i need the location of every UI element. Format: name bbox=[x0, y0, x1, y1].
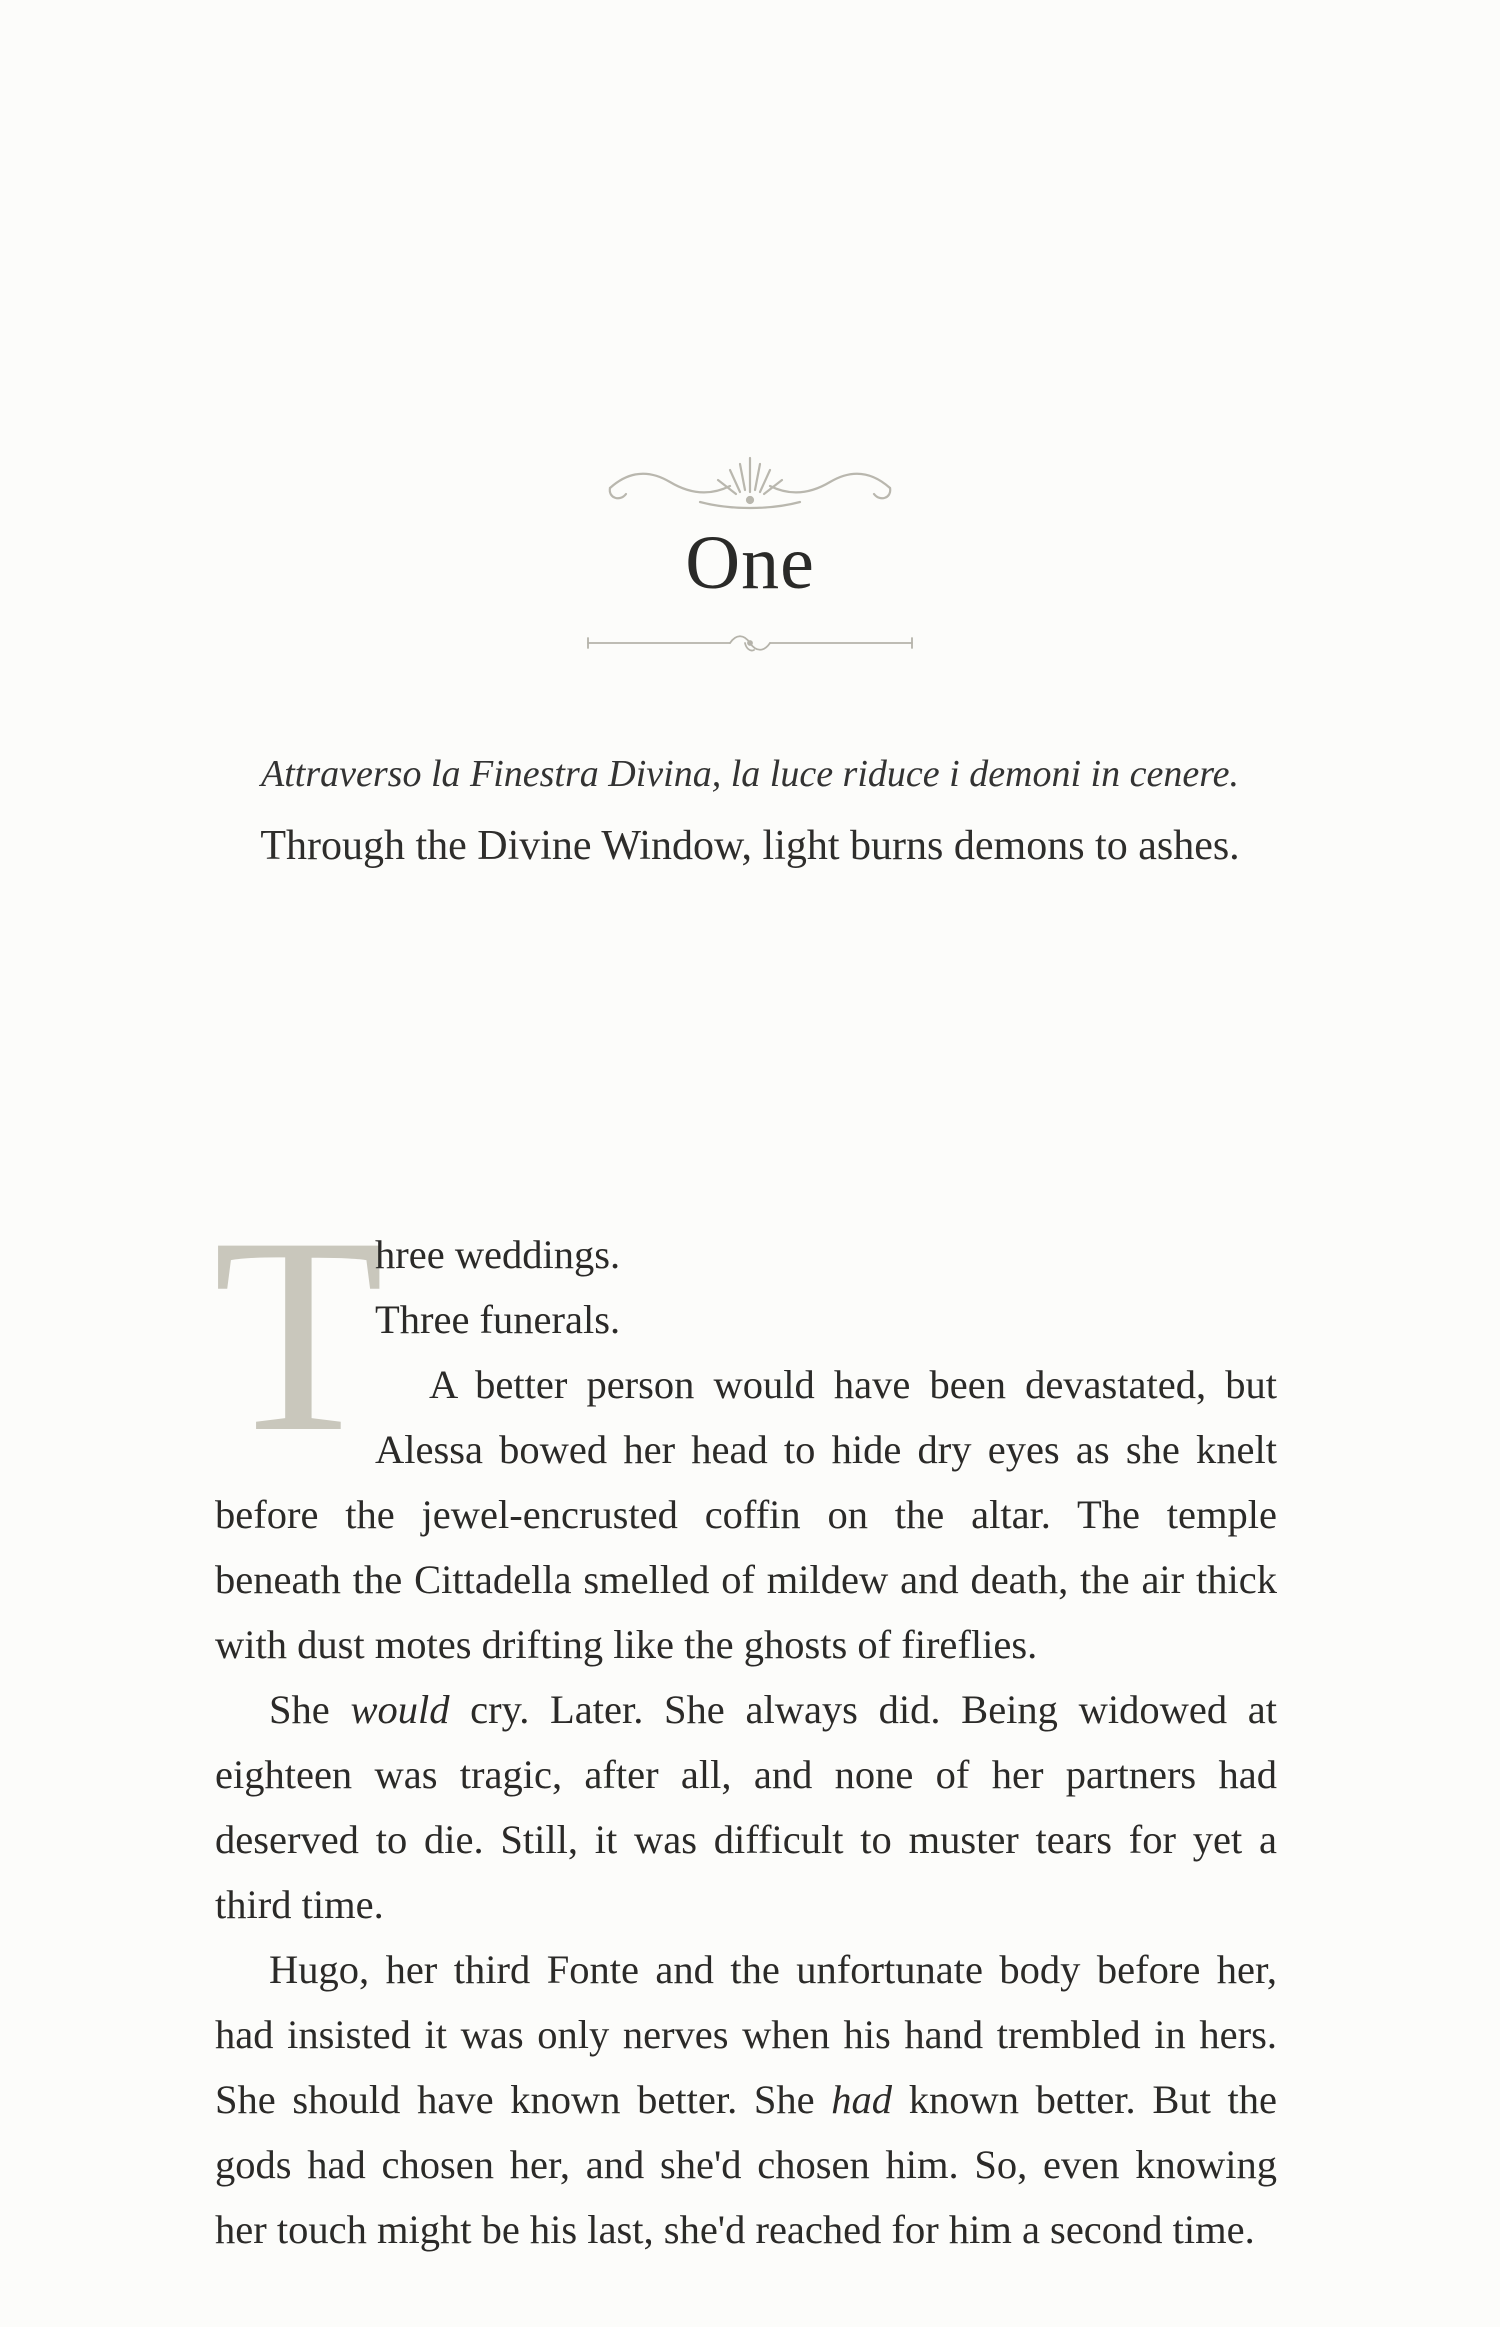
paragraph bbox=[215, 1937, 1277, 2262]
paragraph bbox=[215, 1677, 1277, 1937]
opening-line: hree weddings. bbox=[375, 1232, 621, 1277]
paragraph-text: She bbox=[269, 1687, 351, 1732]
drop-cap: T bbox=[213, 1179, 385, 1490]
epigraph-italian: Attraverso la Finestra Divina, la luce riduce i demoni in cenere. bbox=[261, 753, 1239, 795]
paragraph-text: A better person would have been devastated, but Alessa bowed her head to hide dry eyes as she knelt before the jewel-encrusted coffin on the altar. The temple beneath the Cittadella smelled of mildew and death, the air thick with dust motes drifting like the ghosts of fireflies. bbox=[215, 1362, 1277, 1667]
second-line: Three funerals. bbox=[375, 1297, 621, 1342]
flourish-ornament-icon bbox=[590, 440, 910, 520]
paragraph-text: cry. Later. She always did. Being widowed at eighteen was tragic, after all, and none of her partners had deserved to die. Still, it was difficult to muster tears for yet a third time. bbox=[215, 1687, 1277, 1927]
chapter-body bbox=[213, 1179, 1278, 2262]
chapter-title: One bbox=[685, 521, 815, 605]
emphasis: had bbox=[831, 2077, 893, 2122]
divider-ornament-icon bbox=[580, 628, 920, 658]
paragraph-text: Hugo, her third Fonte and the unfortunate body before her, had insisted it was only nerves when his hand trembled in hers. She should have known better. She bbox=[215, 1947, 1277, 2122]
emphasis: would bbox=[350, 1687, 450, 1732]
epigraph-english: Through the Divine Window, light burns demons to ashes. bbox=[260, 823, 1240, 869]
paragraph-text: known better. But the gods had chosen her, and she'd chosen him. So, even knowing her touch might be his last, she'd reached for him a second time. bbox=[215, 2077, 1278, 2252]
